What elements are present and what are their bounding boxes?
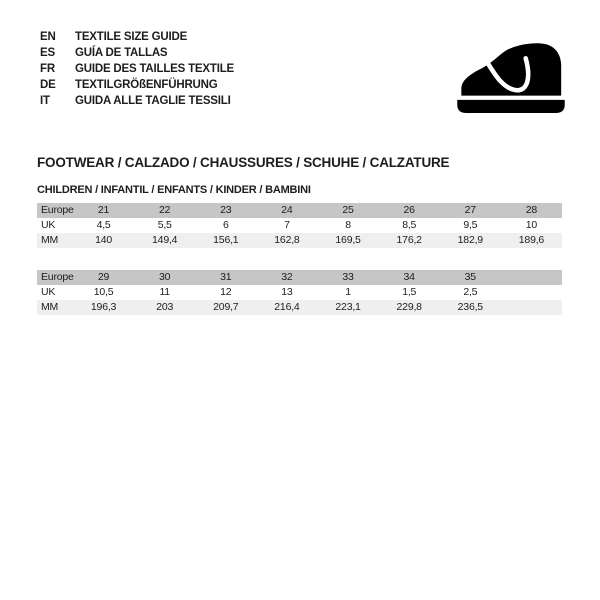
- row-label: MM: [41, 234, 59, 246]
- size-cell: 196,3: [90, 301, 117, 313]
- table-row-uk: [37, 285, 562, 300]
- size-cell: 176,2: [396, 234, 422, 246]
- size-cell: 24: [281, 204, 293, 216]
- size-cell: 8: [345, 219, 351, 231]
- size-cell: 32: [281, 271, 293, 283]
- size-cell: 10: [525, 219, 538, 231]
- lang-title: TEXTILGRÖßENFÜHRUNG: [75, 79, 218, 91]
- size-cell: 33: [342, 271, 354, 283]
- table-row-europe: [37, 270, 562, 285]
- size-cell: 25: [342, 204, 354, 216]
- size-cell: 4,5: [96, 219, 111, 231]
- size-cell: 29: [97, 271, 110, 283]
- size-cell: 189,6: [518, 234, 545, 246]
- size-cell: 169,5: [335, 234, 361, 246]
- lang-title: TEXTILE SIZE GUIDE: [75, 31, 188, 43]
- lang-title: GUIDA ALLE TAGLIE TESSILI: [75, 95, 231, 107]
- size-cell: 203: [156, 301, 174, 313]
- size-cell: 34: [403, 271, 415, 283]
- language-title-list: [40, 29, 234, 109]
- lang-title: GUÍA DE TALLAS: [75, 47, 168, 59]
- size-cell: [501, 270, 562, 285]
- size-cell: 1: [345, 286, 351, 298]
- row-label: Europe: [41, 204, 74, 216]
- children-shoe-icon: [455, 38, 567, 114]
- size-cell: 149,4: [152, 234, 178, 246]
- table-row-europe: [37, 203, 562, 218]
- size-cell: 182,9: [457, 234, 483, 246]
- lang-row-en: [40, 29, 234, 45]
- size-cell: 223,1: [335, 301, 361, 313]
- size-cell: 22: [159, 204, 171, 216]
- row-label: UK: [41, 286, 56, 298]
- size-cell: 216,4: [274, 301, 300, 313]
- lang-code: FR: [40, 63, 55, 75]
- size-cell: 8,5: [402, 219, 417, 231]
- size-cell: 7: [284, 219, 290, 231]
- size-cell: 6: [222, 219, 229, 231]
- size-cell: 140: [95, 234, 113, 246]
- lang-row-de: [40, 77, 234, 93]
- size-cell: 26: [403, 204, 415, 216]
- size-cell: 23: [220, 204, 232, 216]
- size-cell: 11: [159, 286, 170, 298]
- children-section-subtitle: CHILDREN / INFANTIL / ENFANTS / KINDER / BAMBINI: [37, 184, 311, 196]
- lang-row-es: [40, 45, 234, 61]
- size-table-eu-29-35: [37, 270, 562, 315]
- table-row-mm: [37, 233, 562, 248]
- size-cell: 12: [220, 286, 232, 298]
- size-cell: 156,1: [213, 234, 239, 246]
- size-cell: 35: [464, 271, 476, 283]
- table-row-mm: [37, 300, 562, 315]
- size-cell: 10,5: [93, 286, 114, 298]
- size-cell: 30: [159, 271, 171, 283]
- size-cell: 5,5: [157, 219, 172, 231]
- size-cell: 229,8: [396, 301, 422, 313]
- size-cell: 28: [525, 204, 538, 216]
- size-cell: 9,5: [463, 219, 478, 231]
- size-cell: 13: [281, 286, 293, 298]
- lang-code: DE: [40, 79, 56, 91]
- row-label: MM: [41, 301, 59, 313]
- size-cell: 31: [220, 271, 232, 283]
- lang-code: IT: [40, 95, 50, 107]
- size-cell: 209,7: [213, 301, 239, 313]
- lang-title: GUIDE DES TAILLES TEXTILE: [75, 63, 234, 75]
- size-cell: 2,5: [463, 286, 478, 298]
- size-cell: [501, 300, 562, 315]
- footwear-section-title: FOOTWEAR / CALZADO / CHAUSSURES / SCHUHE / CALZATURE: [37, 155, 450, 170]
- lang-row-fr: [40, 61, 234, 77]
- lang-code: EN: [40, 31, 56, 43]
- size-cell: 21: [97, 204, 110, 216]
- size-cell: [501, 285, 562, 300]
- size-cell: 27: [464, 204, 476, 216]
- lang-row-it: [40, 93, 234, 109]
- size-cell: 162,8: [274, 234, 300, 246]
- row-label: Europe: [41, 271, 74, 283]
- size-cell: 236,5: [457, 301, 483, 313]
- size-table-eu-21-28: [37, 203, 562, 248]
- row-label: UK: [41, 219, 56, 231]
- table-row-uk: [37, 218, 562, 233]
- size-cell: 1,5: [402, 286, 417, 298]
- lang-code: ES: [40, 47, 55, 59]
